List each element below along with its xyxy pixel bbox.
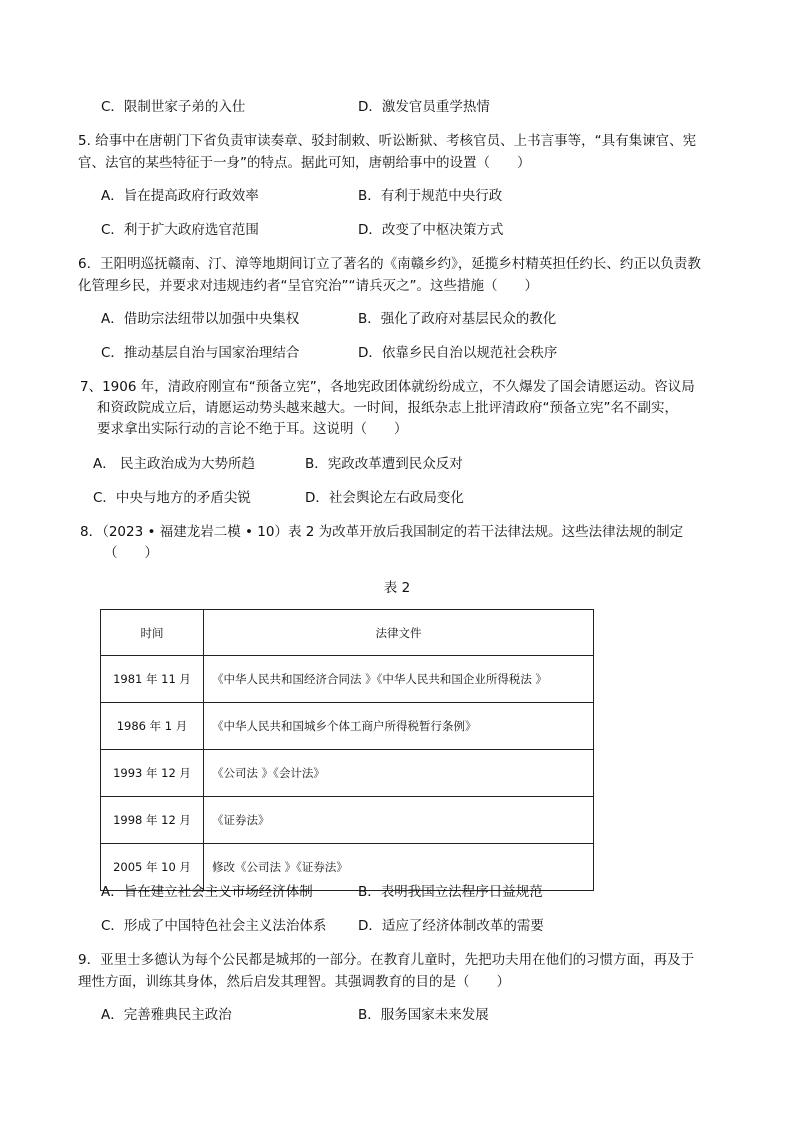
q5-stem-line1: 5. 给事中在唐朝门下省负责审读奏章、驳封制敕、听讼断狱、考核官员、上书言事等，“具有集谏官、宪: [78, 133, 697, 149]
q7-option-d: D．社会舆论左右政局变化: [305, 490, 464, 506]
q6-option-d: D．依靠乡民自治以规范社会秩序: [358, 345, 558, 361]
table-row: [101, 797, 594, 844]
q9-option-b: B．服务国家未来发展: [358, 1007, 489, 1023]
law-table: [100, 609, 594, 891]
table-cell-time: 1993 年 12 月: [101, 750, 204, 797]
q9-option-a: A．完善雅典民主政治: [101, 1007, 232, 1023]
q8-option-d: D．适应了经济体制改革的需要: [358, 918, 544, 934]
q8-option-c: C．形成了中国特色社会主义法治体系: [101, 918, 327, 934]
q6-stem-line1: 6．王阳明巡抚赣南、汀、漳等地期间订立了著名的《南赣乡约》，延揽乡村精英担任约长、约正以负责教: [78, 256, 701, 272]
q4-option-c: C．限制世家子弟的入仕: [101, 99, 246, 115]
table-row: [101, 750, 594, 797]
table-header-document: 法律文件: [204, 610, 594, 656]
table-cell-document: 修改《公司法 》《证券法》: [204, 844, 594, 891]
q5-option-b: B．有利于规范中央行政: [358, 188, 503, 204]
table-cell-document: 《中华人民共和国经济合同法 》《中华人民共和国企业所得税法 》: [204, 656, 594, 703]
q7-stem-line2: 和资政院成立后，请愿运动势头越来越大。一时间，报纸杂志上批评清政府“预备立宪”名不副实，: [97, 400, 678, 416]
table-cell-time: 1981 年 11 月: [101, 656, 204, 703]
q6-option-a: A．借助宗法纽带以加强中央集权: [101, 311, 300, 327]
q4-option-d: D．激发官员重学热情: [358, 99, 490, 115]
table-row: [101, 703, 594, 750]
q9-stem-line2: 理性方面，训练其身体，然后启发其理智。其强调教育的目的是（ ）: [78, 974, 510, 990]
table-row: [101, 656, 594, 703]
q8-option-a: A．旨在建立社会主义市场经济体制: [101, 884, 313, 900]
table-cell-time: 1998 年 12 月: [101, 797, 204, 844]
q5-option-a: A．旨在提高政府行政效率: [101, 188, 259, 204]
q7-option-c: C．中央与地方的矛盾尖锐: [93, 490, 251, 506]
table-header-time: 时间: [101, 610, 204, 656]
q7-stem-line1: 7、1906 年，清政府刚宣布“预备立宪”，各地宪政团体就纷纷成立，不久爆发了国会请愿运动。咨议局: [80, 379, 695, 395]
q5-option-d: D．改变了中枢决策方式: [358, 222, 504, 238]
table-cell-document: 《公司法 》《会计法》: [204, 750, 594, 797]
table-cell-time: 1986 年 1 月: [101, 703, 204, 750]
table-header-row: [101, 610, 594, 656]
q7-stem-line3: 要求拿出实际行动的言论不绝于耳。这说明（ ）: [97, 421, 408, 437]
table-cell-document: 《证券法》: [204, 797, 594, 844]
q5-option-c: C．利于扩大政府选官范围: [101, 222, 259, 238]
q7-option-b: B．宪政改革遭到民众反对: [305, 456, 463, 472]
q8-option-b: B．表明我国立法程序日益规范: [358, 884, 543, 900]
q7-option-a: A． 民主政治成为大势所趋: [93, 456, 256, 472]
table-cell-document: 《中华人民共和国城乡个体工商户所得税暂行条例》: [204, 703, 594, 750]
table-cell-time: 2005 年 10 月: [101, 844, 204, 891]
q8-stem-line1: 8．（2023 • 福建龙岩二模 • 10）表 2 为改革开放后我国制定的若干法律法规。这些法律法规的制定: [80, 524, 684, 540]
q6-stem-line2: 化管理乡民，并要求对违规违约者“呈官究治”“请兵灭之”。这些措施（ ）: [78, 278, 538, 294]
q9-stem-line1: 9．亚里士多德认为每个公民都是城邦的一部分。在教育儿童时，先把功夫用在他们的习惯方面，再及于: [78, 952, 695, 968]
table-caption: 表 2: [383, 580, 411, 596]
q5-stem-line2: 官、法官的某些特征于一身”的特点。据此可知，唐朝给事中的设置（ ）: [78, 155, 531, 171]
q6-option-c: C．推动基层自治与国家治理结合: [101, 345, 300, 361]
q8-stem-line2: （ ）: [104, 545, 158, 561]
q6-option-b: B．强化了政府对基层民众的教化: [358, 311, 557, 327]
